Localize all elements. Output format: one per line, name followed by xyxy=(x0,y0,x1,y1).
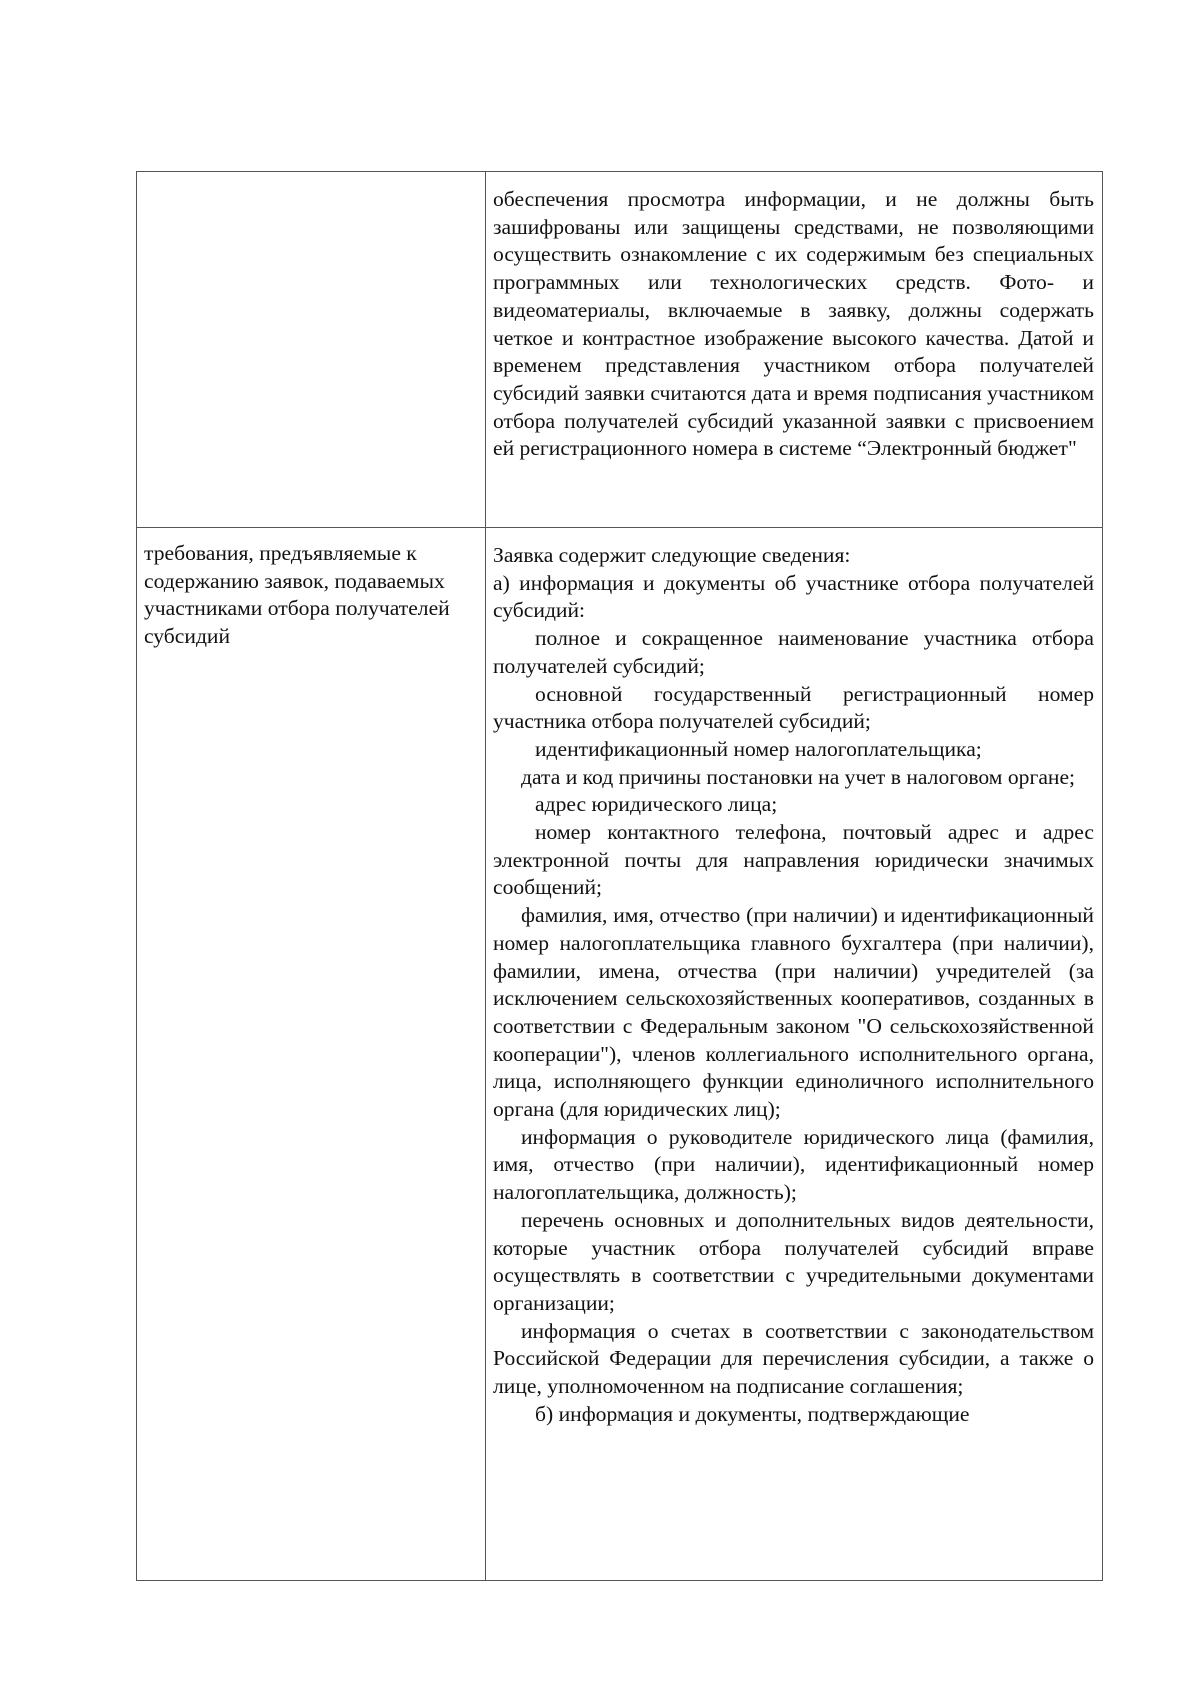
paragraph: полное и сокращенное наименование участника отбора получателей субсидий; xyxy=(493,626,1094,678)
paragraph: информация о руководителе юридического лица (фамилия, имя, отчество (при наличии), идентификационный номер налогоплательщика, должность); xyxy=(493,1124,1094,1205)
row-label: требования, предъявляемые к содержанию заявок, подаваемых участниками отбора получателей субсидий xyxy=(144,541,450,649)
paragraph: перечень основных и дополнительных видов деятельности, которые участник отбора получателей субсидий вправе осуществлять в соответствии с учредительными документами организации; xyxy=(493,1207,1094,1315)
paragraph: дата и код причины постановки на учет в налоговом органе; xyxy=(521,764,1076,789)
paragraph: адрес юридического лица; xyxy=(535,792,778,817)
paragraph: основной государственный регистрационный номер участника отбора получателей субсидий; xyxy=(493,681,1094,734)
paragraph: Заявка содержит следующие сведения: xyxy=(493,543,851,567)
table-cell-right xyxy=(486,528,1103,1581)
paragraph: обеспечения просмотра информации, и не должны быть зашифрованы или защищены средствами, не позволяющими осуществить ознакомление с их содержимым без специальных программных или технологических средств. Фото- и видеоматериалы, включаемые в заявку, должны содержать четкое и контрастное изображение высокого качества. Датой и временем представления участником отбора получателей субсидий заявки считаются дата и время подписания участником отбора получателей субсидий указанной заявки с присвоением ей регистрационного номера в системе “Электронный бюджет" xyxy=(493,187,1094,461)
paragraph: идентификационный номер налогоплательщика; xyxy=(535,736,982,761)
table-row xyxy=(137,172,1103,528)
paragraph: б) информация и документы, подтверждающие xyxy=(535,1401,970,1426)
paragraph: номер контактного телефона, почтовый адрес и адрес электронной почты для направления юридически значимых сообщений; xyxy=(493,820,1094,900)
paragraph: а) информация и документы об участнике отбора получателей субсидий: xyxy=(493,570,1094,623)
paragraph: фамилия, имя, отчество (при наличии) и идентификационный номер налогоплательщика главного бухгалтера (при наличии), фамилии, имена, отчества (при наличии) учредителей (за исключением сельскохозяйственных кооперативов, созданных в соответствии с Федеральным законом "О сельскохозяйственной кооперации"), членов коллегиального исполнительного органа, лица, исполняющего функции единоличного исполнительного органа (для юридических лиц); xyxy=(493,903,1094,1122)
table-cell-right xyxy=(486,172,1103,528)
table-cell-left xyxy=(137,172,486,528)
table-cell-left xyxy=(137,528,486,1581)
table-row xyxy=(137,528,1103,1581)
paragraph: информация о счетах в соответствии с законодательством Российской Федерации для перечисления субсидии, а также о лице, уполномоченном на подписание соглашения; xyxy=(493,1318,1094,1399)
document-table xyxy=(136,171,1103,1581)
